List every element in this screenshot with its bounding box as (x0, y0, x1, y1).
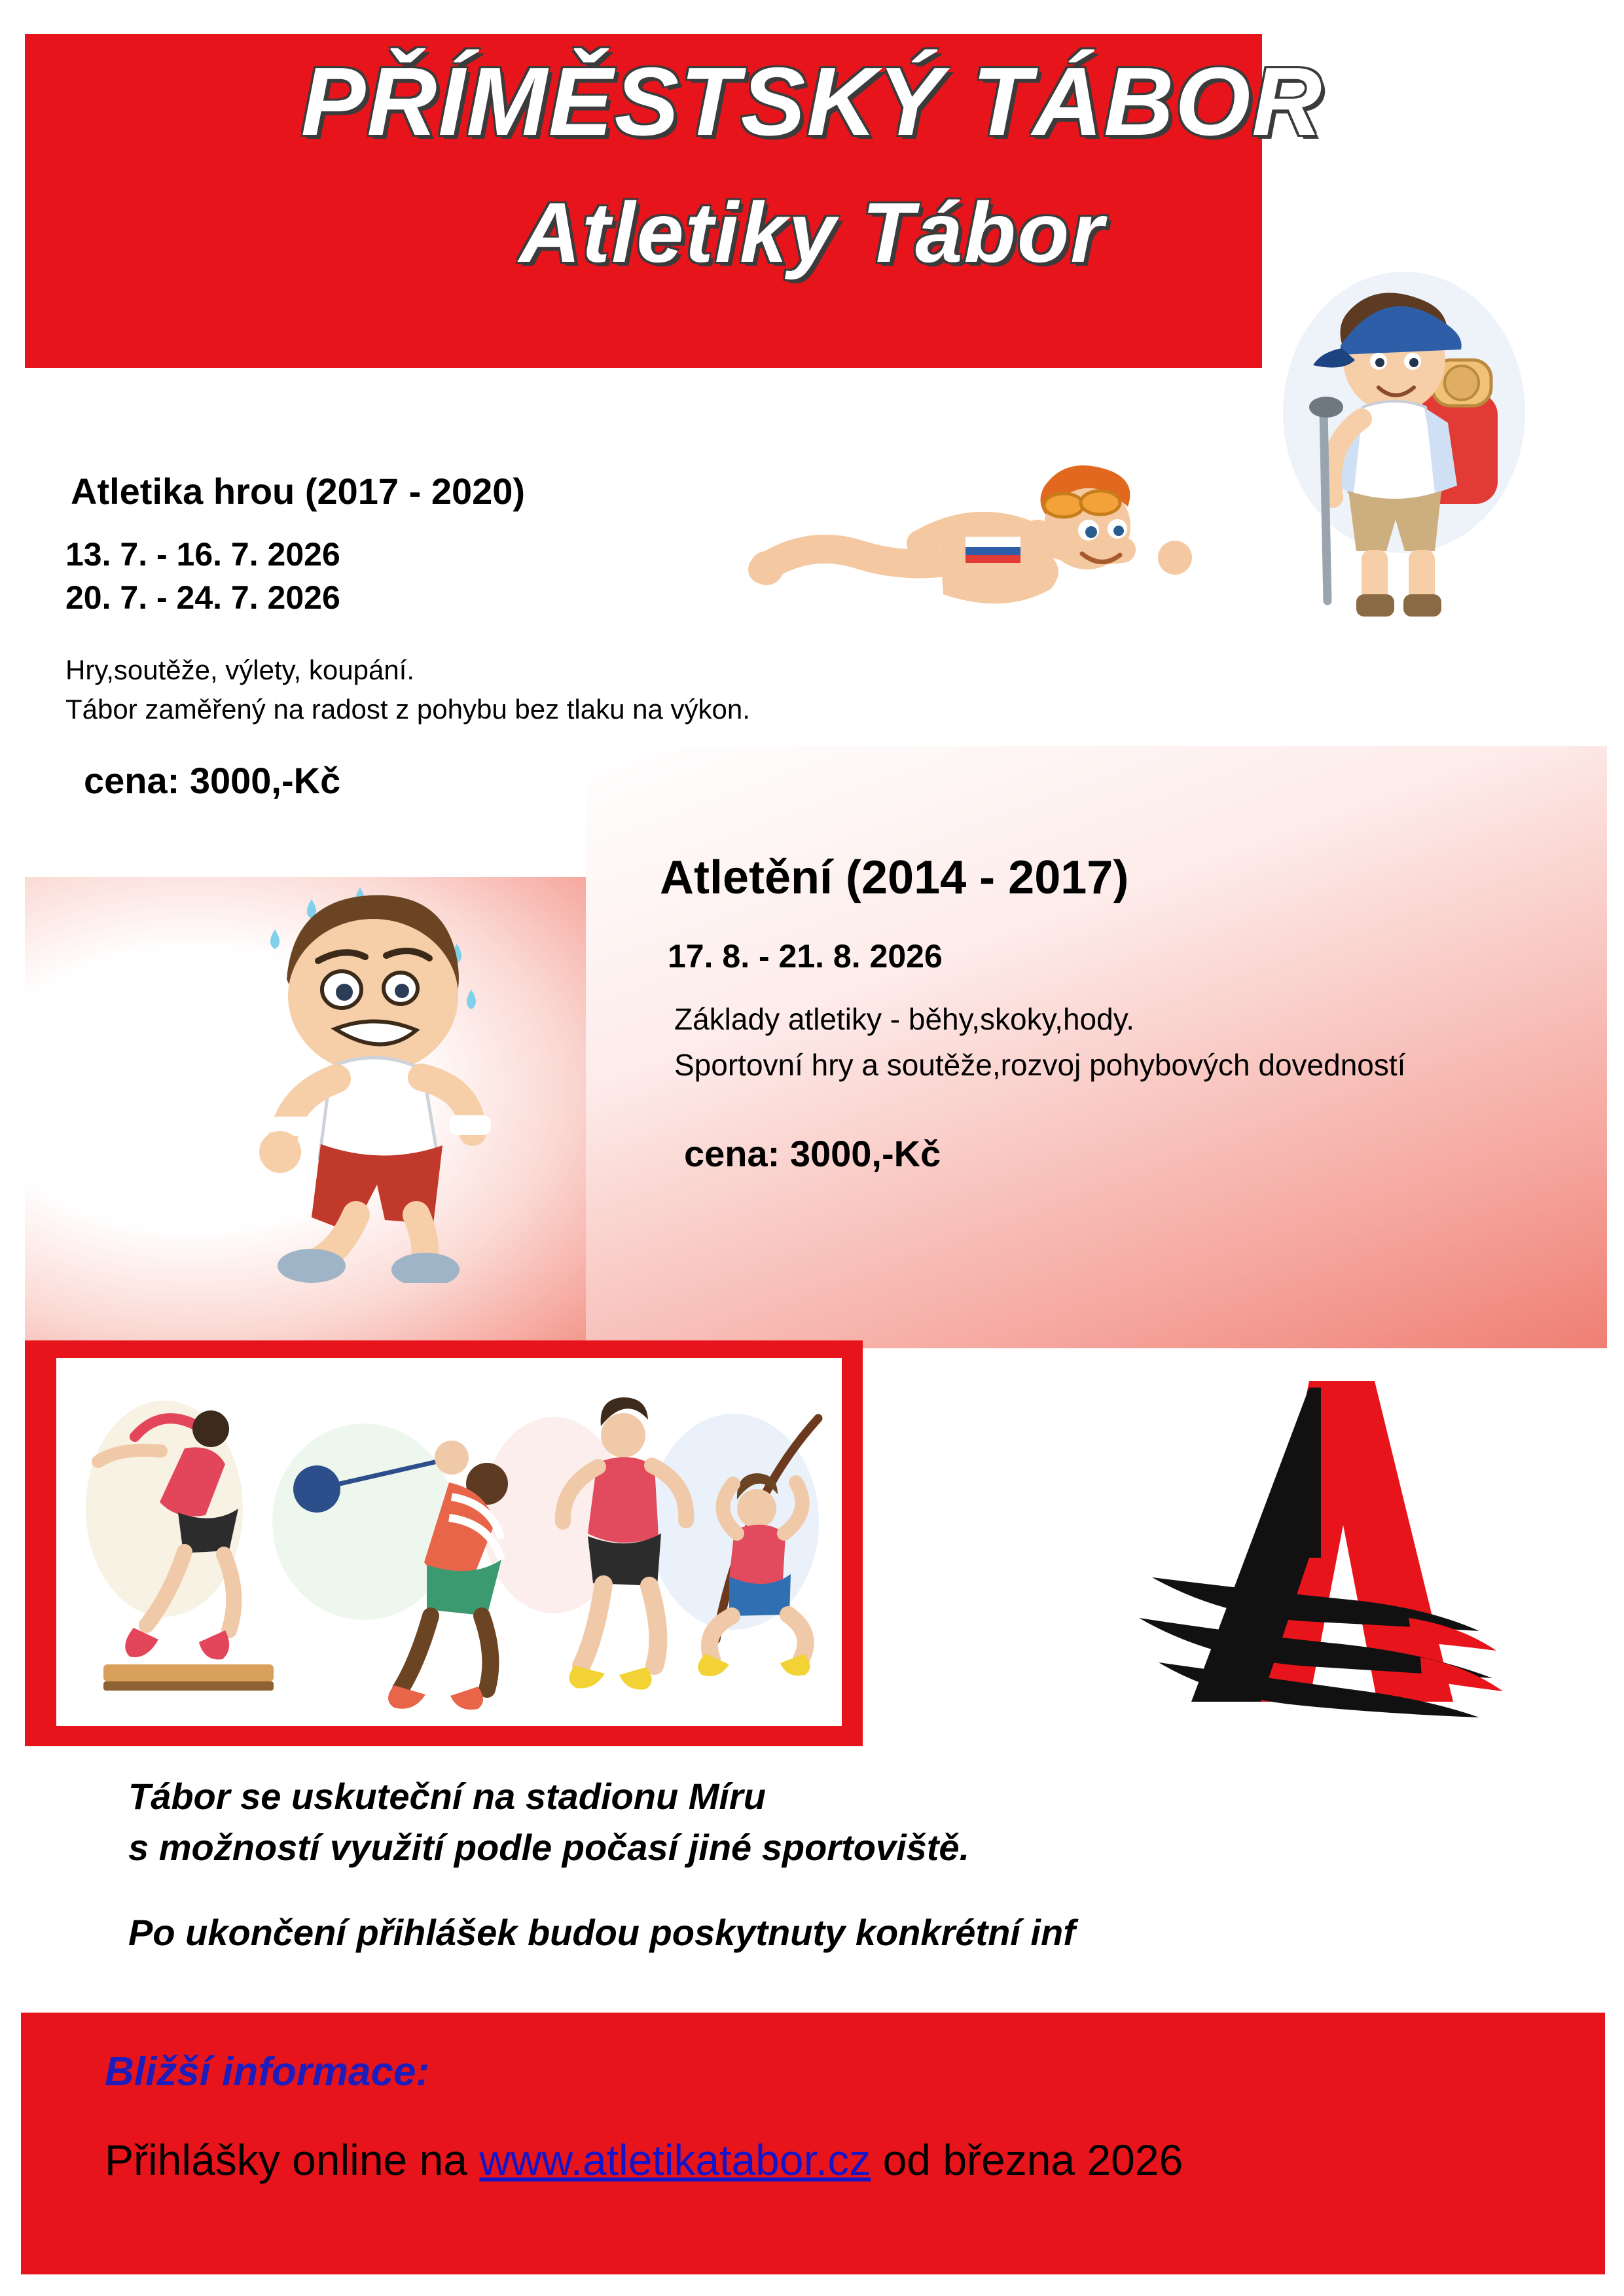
footer-text-before: Přihlášky online na (105, 2136, 480, 2184)
running-boy-illustration (196, 851, 563, 1283)
section1-description-1: Hry,soutěže, výlety, koupání. (65, 655, 415, 685)
page-title-line1: PŘÍMĚSTSKÝ TÁBOR (300, 48, 1324, 156)
section2-price: cena: 3000,-Kč (684, 1133, 941, 1174)
section1-description-2: Tábor zaměřený na radost z pohybu bez tlaku na výkon. (65, 694, 750, 725)
footer-text-after: od března 2026 (871, 2136, 1183, 2184)
section1-price: cena: 3000,-Kč (84, 760, 341, 801)
section1-title: Atletika hrou (2017 - 2020) (71, 471, 526, 512)
section2-description-2: Sportovní hry a soutěže,rozvoj pohybových dovedností (674, 1048, 1406, 1082)
footer-heading: Bližší informace: (105, 2049, 430, 2094)
section2-title: Atletění (2014 - 2017) (660, 852, 1129, 904)
hiker-boy-illustration (1263, 262, 1545, 668)
footer-registration-line (105, 2135, 1183, 2185)
section2-description-1: Základy atletiky - běhy,skoky,hody. (674, 1002, 1135, 1036)
athletics-disciplines-illustration (56, 1358, 842, 1726)
registration-note: Po ukončení přihlášek budou poskytnuty konkrétní inf (128, 1912, 1075, 1953)
atletika-tabor-logo (1113, 1361, 1519, 1741)
swimmer-boy-illustration (723, 458, 1221, 655)
section1-date-2: 20. 7. - 24. 7. 2026 (65, 579, 340, 616)
page-title-line2: Atletiky Tábor (519, 185, 1105, 280)
venue-note-line1: Tábor se uskuteční na stadionu Míru (128, 1776, 766, 1817)
website-link[interactable]: www.atletikatabor.cz (479, 2136, 871, 2184)
venue-note-line2: s možností využití podle počasí jiné sportoviště. (128, 1827, 970, 1868)
section2-date: 17. 8. - 21. 8. 2026 (668, 938, 943, 975)
section1-date-1: 13. 7. - 16. 7. 2026 (65, 536, 340, 573)
